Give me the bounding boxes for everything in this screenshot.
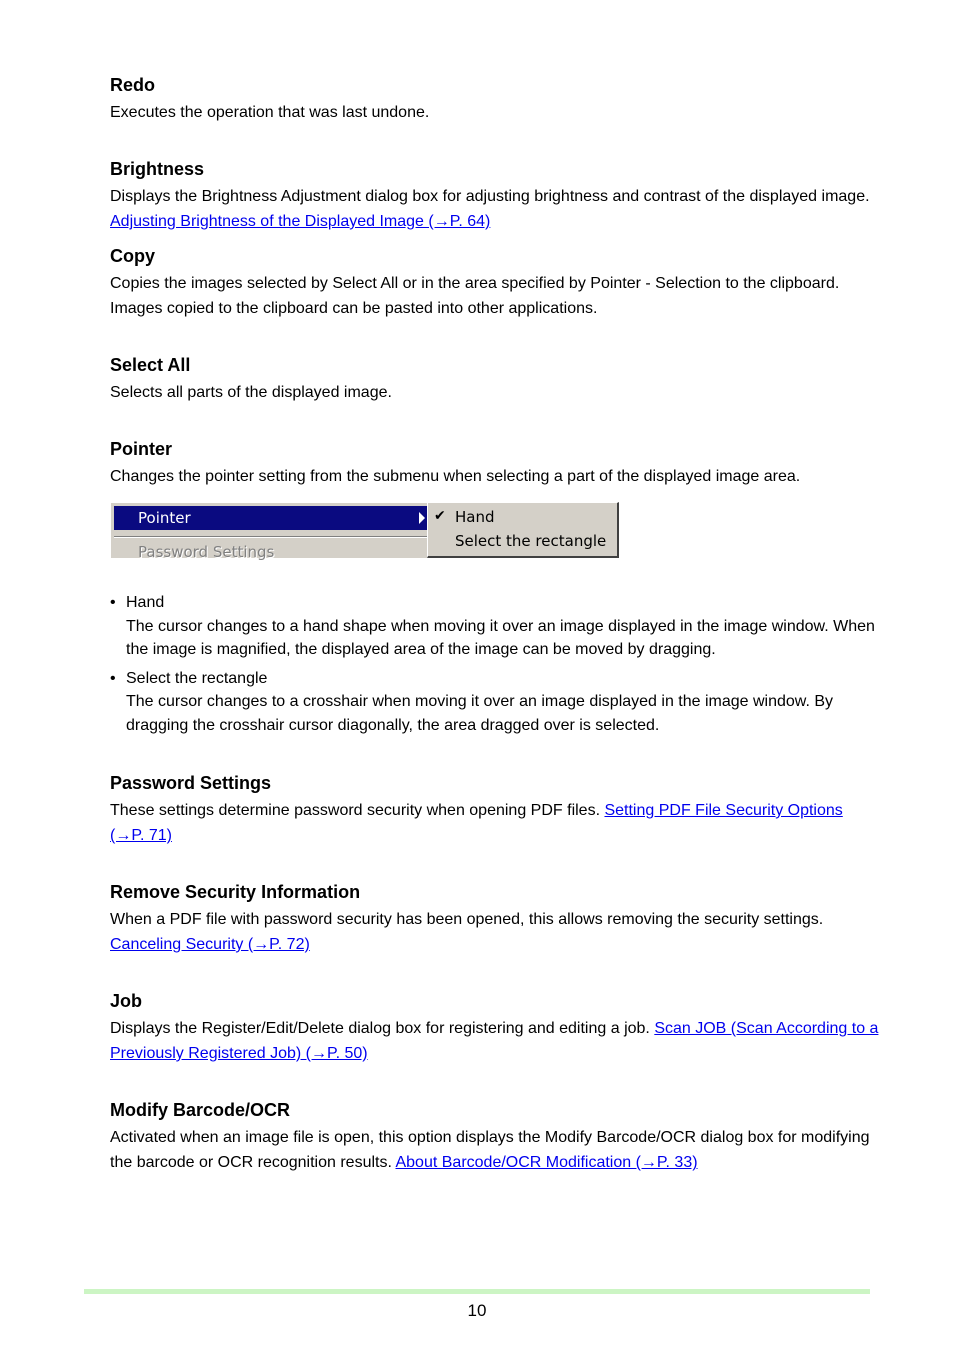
page-number: 10	[467, 1301, 487, 1320]
barcode-link[interactable]: About Barcode/OCR Modification (→P. 33)	[395, 1154, 698, 1171]
pointer-menu-screenshot	[110, 502, 619, 561]
section-body: When a PDF file with password security has been opened, this allows removing the security settings.	[110, 911, 824, 928]
section-remove-security	[110, 882, 880, 957]
section-title: Password Settings	[110, 773, 272, 793]
section-redo	[110, 75, 880, 125]
footer-divider	[84, 1289, 870, 1294]
section-title: Job	[110, 991, 143, 1011]
section-pointer	[110, 439, 880, 489]
section-text: Changes the pointer setting from the submenu when selecting a part of the displayed image area.	[110, 468, 801, 485]
pointer-options-list	[110, 591, 880, 737]
section-text	[110, 1125, 880, 1175]
bullet-text: The cursor changes to a hand shape when moving it over an image displayed in the image window. When the image is magnified, the displayed area of the image can be moved by dragging.	[126, 617, 875, 658]
section-text	[110, 184, 880, 234]
bullet-title: Select the rectangle	[126, 669, 268, 687]
section-text	[110, 1016, 880, 1066]
password-link[interactable]: Setting PDF File Security Options (→P. 71)	[110, 802, 843, 844]
pointer-submenu	[427, 502, 619, 558]
section-body: These settings determine password security when opening PDF files.	[110, 802, 605, 819]
menu-item-pointer[interactable]	[114, 506, 427, 530]
context-menu	[110, 502, 428, 561]
list-item	[110, 591, 880, 662]
checkmark-icon: ✔	[434, 508, 446, 524]
bullet-title: Hand	[126, 594, 165, 611]
section-text	[110, 907, 880, 957]
section-text: Copies the images selected by Select All or in the area specified by Pointer - Selection to the clipboard. Images copied to the clipboard can be pasted into other applications.	[110, 275, 840, 317]
remove-security-link[interactable]: Canceling Security (→P. 72)	[110, 936, 310, 953]
section-job	[110, 991, 880, 1066]
section-text	[110, 798, 880, 848]
section-body: Activated when an image file is open, this option displays the Modify Barcode/OCR dialog box for modifying the barcode or OCR recognition results.	[110, 1129, 870, 1171]
section-brightness	[110, 159, 880, 234]
section-title: Brightness	[110, 159, 205, 179]
menu-item-label: Pointer	[138, 509, 191, 527]
bullet-mark: •	[110, 594, 116, 611]
brightness-link[interactable]: Adjusting Brightness of the Displayed Image (→P. 64)	[110, 213, 491, 230]
section-title: Pointer	[110, 439, 173, 459]
section-title: Redo	[110, 75, 155, 95]
section-select-all	[110, 355, 880, 405]
section-modify-barcode	[110, 1100, 880, 1175]
section-body: Displays the Brightness Adjustment dialog box for adjusting brightness and contrast of the displayed image.	[110, 188, 870, 205]
section-title: Copy	[110, 246, 155, 266]
section-copy	[110, 246, 880, 321]
section-body: Displays the Register/Edit/Delete dialog box for registering and editing a job.	[110, 1020, 655, 1037]
section-text: Executes the operation that was last undone.	[110, 104, 430, 121]
submenu-item-hand[interactable]: Hand	[455, 508, 495, 526]
section-title: Select All	[110, 355, 191, 375]
job-link[interactable]: Scan JOB (Scan According to a Previously Registered Job) (→P. 50)	[110, 1020, 879, 1062]
bullet-text: The cursor changes to a crosshair when moving it over an image displayed in the image window. By dragging the crosshair cursor diagonally, the area dragged over is selected.	[126, 693, 834, 734]
bullet-mark: •	[110, 669, 116, 687]
menu-item-password-settings: Password Settings	[138, 543, 275, 561]
section-text: Selects all parts of the displayed image.	[110, 384, 392, 401]
submenu-item-select-rectangle[interactable]: Select the rectangle	[455, 532, 607, 550]
list-item	[110, 667, 880, 738]
section-title: Modify Barcode/OCR	[110, 1100, 291, 1120]
section-title: Remove Security Information	[110, 882, 361, 902]
menu-separator	[114, 536, 427, 538]
section-password-settings	[110, 773, 880, 848]
submenu-arrow-icon	[419, 512, 425, 524]
